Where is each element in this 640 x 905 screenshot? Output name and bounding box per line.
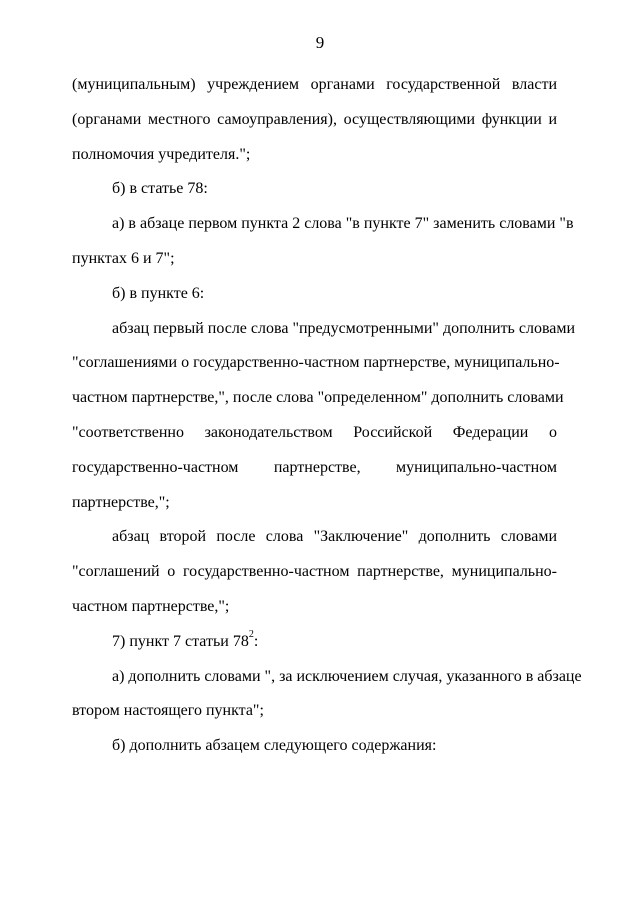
text-line-1: (муниципальным) учреждением органами государственной власти (72, 76, 557, 93)
text-line-16: частном партнерстве,"; (72, 597, 230, 615)
superscript-2: 2 (248, 629, 254, 641)
text-line-17 (72, 625, 557, 660)
text-line-15: "соглашений о государственно-частном партнерстве, муниципально- (72, 563, 557, 581)
text-line-17-suffix: : (253, 632, 259, 650)
text-line-6: пунктах 6 и 7"; (72, 249, 175, 267)
text-line-17-main: 7) пункт 7 статьи 78 (112, 632, 249, 650)
text-line-10: частном партнерстве,", после слова "определенном" дополнить словами (72, 389, 564, 407)
page-number: 9 (315, 33, 325, 52)
text-line-2: (органами местного самоуправления), осуществляющими функции и (72, 110, 557, 128)
text-line-9: "соглашениями о государственно-частном партнерстве, муниципально- (72, 354, 560, 372)
text-line-19: втором настоящего пункта"; (72, 702, 264, 720)
text-line-12: государственно-частном партнерстве, муниципально-частном (72, 458, 557, 476)
text-line-13: партнерстве,"; (72, 493, 170, 511)
text-line-18: а) дополнить словами ", за исключением случая, указанного в абзаце (112, 667, 582, 685)
text-line-4: б) в статье 78: (112, 180, 208, 198)
text-line-14: абзац второй после слова "Заключение" дополнить словами (112, 528, 557, 546)
text-line-3: полномочия учредителя."; (72, 145, 251, 163)
text-line-20: б) дополнить абзацем следующего содержания: (112, 737, 437, 755)
text-line-5: а) в абзаце первом пункта 2 слова "в пункте 7" заменить словами "в (112, 215, 574, 233)
text-line-7: б) в пункте 6: (112, 284, 205, 302)
text-line-8: абзац первый после слова "предусмотренными" дополнить словами (112, 319, 576, 337)
text-line-11: "соответственно законодательством Российской Федерации о (72, 423, 557, 441)
document-body (72, 68, 582, 764)
